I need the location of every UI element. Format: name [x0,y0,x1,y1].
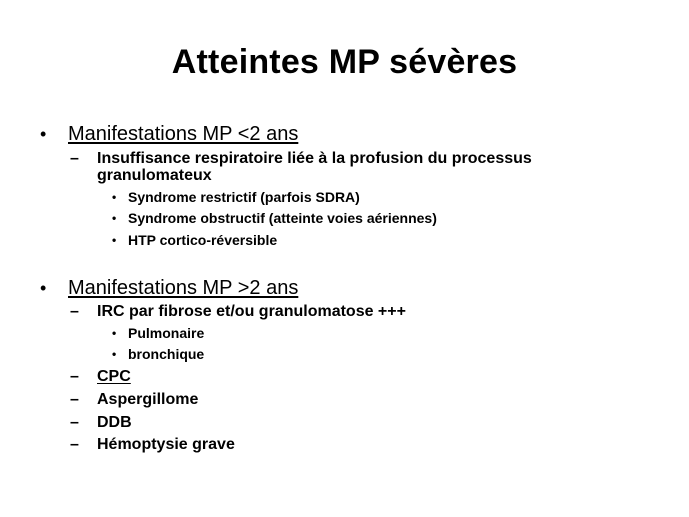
dash-marker: – [70,414,79,431]
bullet-heading-gt2 [40,276,299,300]
subbullet-irc [70,303,406,321]
subsubbullet-pulmonaire [112,324,205,342]
subbullet-text: CPC [97,368,131,385]
subbullet-hemoptysie [70,436,235,454]
subbullet-text: IRC par fibrose et/ou granulomatose +++ [97,303,406,320]
subbullet-text: Insuffisance respiratoire liée à la profusion du processus [97,150,532,167]
small-bullet-marker: • [112,326,117,340]
subbullet-insuffisance-cont [97,167,212,185]
bullet-heading-lt2 [40,122,299,146]
dash-marker: – [70,391,79,408]
dash-marker: – [70,303,79,320]
heading-text: Manifestations MP <2 ans [68,123,299,145]
subbullet-text: Aspergillome [97,391,199,408]
subsubbullet-restrictif [112,188,360,206]
subbullet-text: DDB [97,414,132,431]
heading-text: Manifestations MP >2 ans [68,277,299,299]
subsubbullet-obstructif [112,209,437,227]
bullet-marker: • [40,124,47,144]
bullet-marker: • [40,278,47,298]
small-bullet-marker: • [112,233,117,247]
subbullet-aspergillome [70,391,199,409]
subbullet-ddb [70,414,132,432]
subsubbullet-text: bronchique [128,346,205,362]
small-bullet-marker: • [112,190,117,204]
subsubbullet-text: Pulmonaire [128,325,205,341]
small-bullet-marker: • [112,347,117,361]
subbullet-text-cont: granulomateux [97,167,212,184]
dash-marker: – [70,150,79,167]
subsubbullet-text: Syndrome restrictif (parfois SDRA) [128,189,360,205]
subbullet-cpc [70,368,131,386]
subsubbullet-text: HTP cortico-réversible [128,232,278,248]
small-bullet-marker: • [112,211,117,225]
subsubbullet-htp [112,231,278,249]
subbullet-insuffisance [70,150,532,168]
subbullet-text: Hémoptysie grave [97,436,235,453]
dash-marker: – [70,368,79,385]
slide-title: Atteintes MP sévères [171,43,518,81]
subsubbullet-text: Syndrome obstructif (atteinte voies aériennes) [128,210,437,226]
subsubbullet-bronchique [112,345,205,363]
dash-marker: – [70,436,79,453]
